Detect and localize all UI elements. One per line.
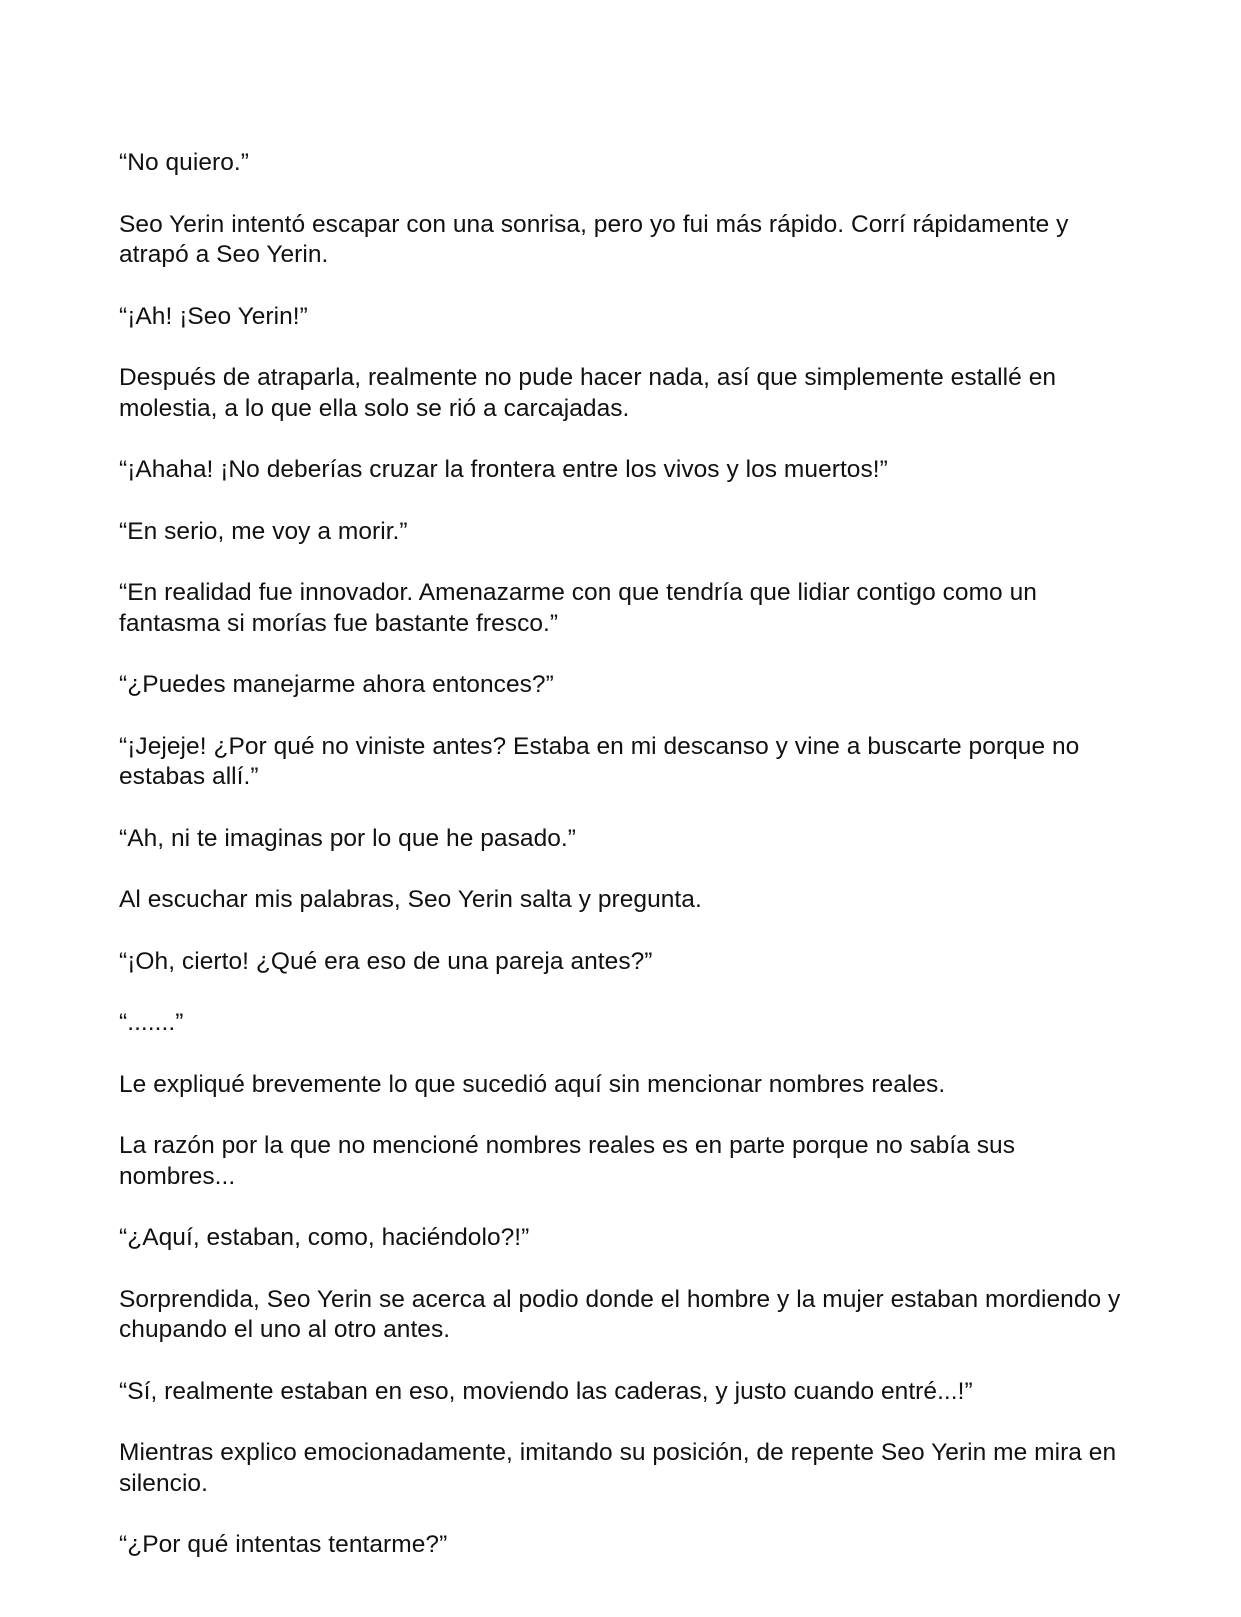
- paragraph: “¿Por qué intentas tentarme?”: [119, 1531, 448, 1558]
- paragraph: “Sí, realmente estaban en eso, moviendo las caderas, y justo cuando entré...!”: [119, 1377, 973, 1405]
- paragraph: La razón por la que no mencioné nombres reales es en parte porque no sabía sus nombres...: [119, 1132, 1015, 1190]
- paragraph: “¿Aquí, estaban, como, haciéndolo?!”: [119, 1224, 530, 1251]
- paragraph: “.......”: [119, 1009, 184, 1036]
- paragraph: Seo Yerin intentó escapar con una sonrisa, pero yo fui más rápido. Corrí rápidamente y atrapó a Seo Yerin.: [119, 210, 1069, 268]
- paragraph: Mientras explico emocionadamente, imitando su posición, de repente Seo Yerin me mira en silencio.: [119, 1439, 1117, 1497]
- paragraph: “En realidad fue innovador. Amenazarme con que tendría que lidiar contigo como un fantasma si morías fue bastante fresco.”: [119, 579, 1037, 637]
- paragraph: “¿Puedes manejarme ahora entonces?”: [119, 671, 554, 698]
- paragraph: “No quiero.”: [119, 149, 249, 176]
- paragraph: “En serio, me voy a morir.”: [119, 517, 408, 545]
- paragraph: “¡Ah! ¡Seo Yerin!”: [119, 302, 308, 330]
- paragraph: “¡Jejeje! ¿Por qué no viniste antes? Estaba en mi descanso y vine a buscarte porque no estabas allí.”: [119, 732, 1080, 790]
- paragraph: “Ah, ni te imaginas por lo que he pasado.”: [119, 824, 576, 852]
- paragraph: Le expliqué brevemente lo que sucedió aquí sin mencionar nombres reales.: [119, 1070, 946, 1098]
- paragraph: “¡Ahaha! ¡No deberías cruzar la frontera entre los vivos y los muertos!”: [119, 456, 888, 483]
- document-body: [119, 148, 1129, 1592]
- paragraph: Sorprendida, Seo Yerin se acerca al podio donde el hombre y la mujer estaban mordiendo y chupando el uno al otro antes.: [119, 1285, 1121, 1343]
- paragraph: “¡Oh, cierto! ¿Qué era eso de una pareja antes?”: [119, 947, 653, 975]
- paragraph: Después de atraparla, realmente no pude hacer nada, así que simplemente estallé en molestia, a lo que ella solo se rió a carcajadas.: [119, 364, 1057, 422]
- paragraph: Al escuchar mis palabras, Seo Yerin salta y pregunta.: [119, 886, 702, 913]
